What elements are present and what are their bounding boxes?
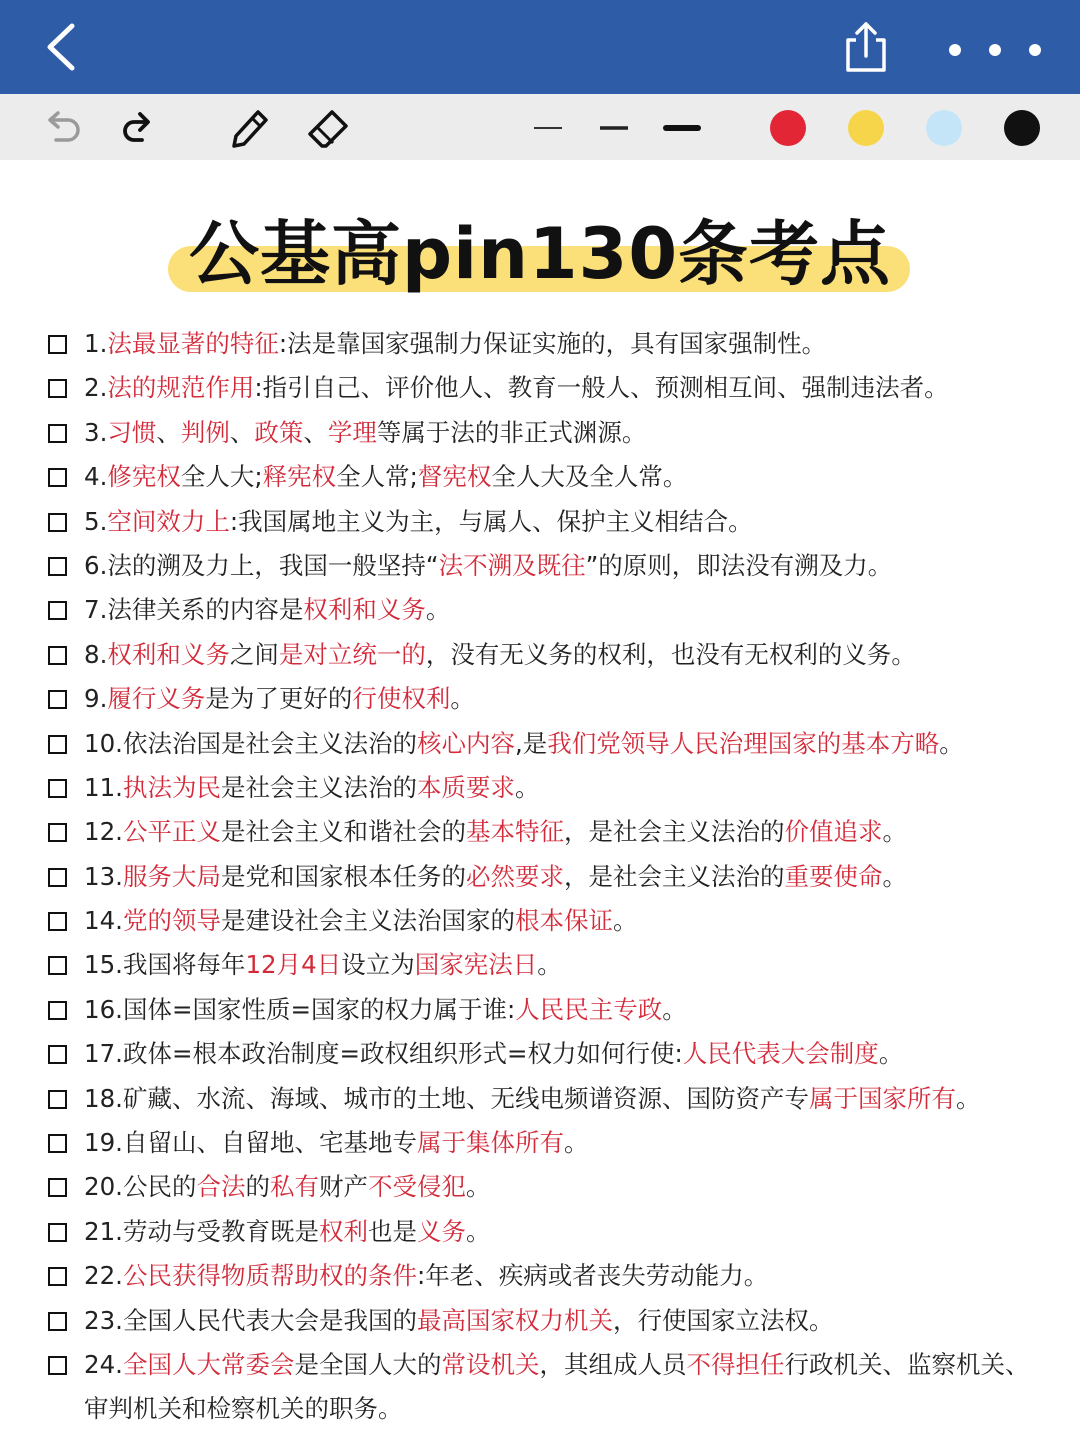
text-segment: 10.依法治国是社会主义法治的 xyxy=(84,728,417,758)
text-segment: ，没有无义务的权利，也没有无权利的义务。 xyxy=(425,639,916,669)
highlight-text: 习惯 xyxy=(107,417,157,447)
item-text xyxy=(84,1077,980,1121)
list-item xyxy=(0,544,1080,588)
title-area xyxy=(0,196,1080,306)
text-segment: 财产 xyxy=(318,1172,368,1202)
checkbox[interactable] xyxy=(48,1134,67,1153)
text-segment: 11. xyxy=(84,772,123,802)
item-text xyxy=(84,366,949,410)
item-text xyxy=(84,411,646,455)
text-segment: ”的原则，即法没有溯及力。 xyxy=(585,550,893,580)
text-segment: 。 xyxy=(882,817,907,847)
text-segment: 18.矿藏、水流、海域、城市的土地、无线电频谱资源、国防资产专 xyxy=(84,1083,809,1113)
list-item xyxy=(0,633,1080,677)
highlight-text: 基本特征 xyxy=(465,817,564,847)
item-text xyxy=(84,633,916,677)
item-text xyxy=(84,544,892,588)
checkbox[interactable] xyxy=(48,335,67,354)
list-item xyxy=(0,722,1080,766)
text-segment: 、 xyxy=(229,417,255,447)
checkbox[interactable] xyxy=(48,468,67,487)
highlight-text: 党的领导 xyxy=(122,906,221,936)
checkbox[interactable] xyxy=(48,779,67,798)
highlight-text: 修宪权 xyxy=(107,462,181,492)
list-item xyxy=(0,1343,1080,1432)
text-segment: 15.我国将每年 xyxy=(84,950,246,980)
highlight-text: 价值追求 xyxy=(784,817,883,847)
text-segment: 9. xyxy=(84,684,108,714)
highlight-text: 人民民主专政 xyxy=(515,994,663,1024)
item-text xyxy=(84,1121,588,1165)
item-text xyxy=(84,677,475,721)
text-segment: 6.法的溯及力上，我国一般坚持“ xyxy=(84,550,439,580)
highlight-text: 判例 xyxy=(180,417,230,447)
checkbox[interactable] xyxy=(48,1001,67,1020)
checkbox[interactable] xyxy=(48,424,67,443)
item-text xyxy=(84,766,539,810)
item-text xyxy=(84,588,450,632)
highlight-text: 法不溯及既往 xyxy=(438,550,586,580)
checkbox[interactable] xyxy=(48,601,67,620)
text-segment: 行政机关、监察机关、审判机关和检察机关的职务。 xyxy=(84,1349,1030,1424)
highlight-text: 合法 xyxy=(196,1172,246,1202)
text-segment: 23.全国人民代表大会是我国的 xyxy=(84,1305,417,1335)
highlight-text: 根本保证 xyxy=(514,906,613,936)
highlight-text: 不受侵犯 xyxy=(367,1172,466,1202)
text-segment: 12. xyxy=(84,817,123,847)
checkbox[interactable] xyxy=(48,868,67,887)
red-color-swatch[interactable] xyxy=(770,110,806,146)
highlight-text: 空间效力上 xyxy=(107,506,230,536)
pencil-icon[interactable] xyxy=(222,102,274,154)
thin-line-icon[interactable] xyxy=(526,108,570,148)
text-segment: 。 xyxy=(514,772,540,802)
highlight-text: 权利和义务 xyxy=(107,639,230,669)
highlight-text: 我们党领导人民治理国家的基本方略 xyxy=(547,728,940,758)
list-item xyxy=(0,988,1080,1032)
text-segment: 是社会主义和谐社会的 xyxy=(220,817,466,847)
text-segment: 2. xyxy=(84,373,108,403)
highlight-text: 全国人大常委会 xyxy=(122,1349,295,1379)
text-segment: 24. xyxy=(84,1349,123,1379)
item-text xyxy=(84,722,964,766)
item-text xyxy=(84,322,826,366)
text-segment: 。 xyxy=(450,684,475,714)
checkbox[interactable] xyxy=(48,1223,67,1242)
chevron-left-icon[interactable] xyxy=(38,18,86,76)
checkbox[interactable] xyxy=(48,513,67,532)
checkbox[interactable] xyxy=(48,690,67,709)
redo-icon[interactable] xyxy=(112,102,164,154)
text-segment: 全人大及全人常。 xyxy=(491,462,688,492)
item-text xyxy=(84,988,687,1032)
checkbox[interactable] xyxy=(48,646,67,665)
list-item xyxy=(0,322,1080,366)
text-segment: 是社会主义法治的 xyxy=(220,772,417,802)
text-segment: 的 xyxy=(245,1172,270,1202)
text-segment: :指引自己、评价他人、教育一般人、预测相互间、强制违法者。 xyxy=(254,373,949,403)
list-item xyxy=(0,810,1080,854)
list-item xyxy=(0,1210,1080,1254)
checkbox[interactable] xyxy=(48,956,67,975)
text-segment: 是建设社会主义法治国家的 xyxy=(220,906,515,936)
medium-line-icon[interactable] xyxy=(592,108,636,148)
checkbox[interactable] xyxy=(48,557,67,576)
list-item xyxy=(0,588,1080,632)
light-blue-color-swatch[interactable] xyxy=(926,110,962,146)
item-text xyxy=(84,455,687,499)
list-item xyxy=(0,677,1080,721)
text-segment: 、 xyxy=(156,417,181,447)
item-text xyxy=(84,855,907,899)
item-text xyxy=(84,1254,768,1298)
highlight-text: 学理 xyxy=(327,417,377,447)
highlight-text: 履行义务 xyxy=(107,684,206,714)
highlight-text: 本质要求 xyxy=(416,772,515,802)
text-segment: 21.劳动与受教育既是 xyxy=(84,1216,319,1246)
highlight-text: 人民代表大会制度 xyxy=(682,1039,879,1069)
text-segment: 1. xyxy=(84,329,108,358)
checkbox[interactable] xyxy=(48,1090,67,1109)
black-color-swatch[interactable] xyxy=(1004,110,1040,146)
list-item xyxy=(0,1032,1080,1076)
text-segment: :法是靠国家强制力保证实施的，具有国家强制性。 xyxy=(278,329,827,358)
checkbox[interactable] xyxy=(48,735,67,754)
list-item xyxy=(0,411,1080,455)
checkbox[interactable] xyxy=(48,1356,67,1375)
highlight-text: 公平正义 xyxy=(122,817,221,847)
annotation-toolbar xyxy=(0,94,1080,160)
highlight-text: 核心内容 xyxy=(416,728,515,758)
text-segment: 。 xyxy=(878,1039,904,1069)
text-segment: 14. xyxy=(84,906,123,936)
text-segment: 。 xyxy=(882,861,907,891)
text-segment: 、 xyxy=(303,417,328,447)
text-segment: 是为了更好的 xyxy=(205,684,353,714)
highlight-text: 法最显著的特征 xyxy=(107,329,279,358)
text-segment: 等属于法的非正式渊源。 xyxy=(376,417,647,447)
text-segment: 是党和国家根本任务的 xyxy=(220,861,466,891)
more-dots-icon[interactable] xyxy=(940,32,1050,68)
text-segment: ，其组成人员 xyxy=(539,1349,687,1379)
text-segment: 之间 xyxy=(229,639,279,669)
text-segment: 。 xyxy=(465,1172,491,1202)
text-segment: 。 xyxy=(537,950,562,980)
highlight-text: 权利 xyxy=(318,1216,368,1246)
text-segment: ，是社会主义法治的 xyxy=(563,861,785,891)
list-item xyxy=(0,1299,1080,1343)
list-item xyxy=(0,1077,1080,1121)
text-segment: 19.自留山、自留地、宅基地专 xyxy=(84,1128,417,1158)
highlight-text: 不得担任 xyxy=(686,1349,785,1379)
highlight-text: 行使权利 xyxy=(352,684,451,714)
highlight-text: 权利和义务 xyxy=(303,595,426,625)
item-text xyxy=(84,1343,1040,1432)
highlight-text: 督宪权 xyxy=(417,462,492,492)
highlight-text: 政策 xyxy=(254,417,304,447)
highlight-text: 必然要求 xyxy=(465,861,564,891)
checklist xyxy=(0,322,1080,1432)
checkbox[interactable] xyxy=(48,1312,67,1331)
checkbox[interactable] xyxy=(48,379,67,398)
undo-icon[interactable] xyxy=(36,102,88,154)
list-item xyxy=(0,455,1080,499)
list-item xyxy=(0,1165,1080,1209)
text-segment: 3. xyxy=(84,417,108,447)
page-title: 公基高pin130条考点 xyxy=(188,213,892,295)
text-segment: 7.法律关系的内容是 xyxy=(84,595,304,625)
yellow-color-swatch[interactable] xyxy=(848,110,884,146)
checkbox[interactable] xyxy=(48,823,67,842)
share-icon[interactable] xyxy=(838,18,894,76)
text-segment: 。 xyxy=(662,994,687,1024)
text-segment: 。 xyxy=(425,595,451,625)
item-text xyxy=(84,1210,490,1254)
list-item xyxy=(0,943,1080,987)
checkbox[interactable] xyxy=(48,912,67,931)
text-segment: 也是 xyxy=(367,1216,417,1246)
item-text xyxy=(84,500,753,544)
highlight-text: 义务 xyxy=(416,1216,466,1246)
highlight-text: 最高国家权力机关 xyxy=(416,1305,613,1335)
highlight-text: 服务大局 xyxy=(122,861,221,891)
text-segment: 4. xyxy=(84,462,108,492)
text-segment: 17.政体=根本政治制度=政权组织形式=权力如何行使: xyxy=(84,1039,683,1069)
item-text xyxy=(84,943,562,987)
highlight-text: 重要使命 xyxy=(784,861,883,891)
highlight-text: 属于集体所有 xyxy=(416,1128,564,1158)
text-segment: 。 xyxy=(465,1216,491,1246)
text-segment: 20.公民的 xyxy=(84,1172,197,1202)
list-item xyxy=(0,1254,1080,1298)
text-segment: 8. xyxy=(84,639,108,669)
checkbox[interactable] xyxy=(48,1178,67,1197)
item-text xyxy=(84,899,637,943)
text-segment: 16.国体=国家性质=国家的权力属于谁: xyxy=(84,994,516,1024)
list-item xyxy=(0,500,1080,544)
list-item xyxy=(0,766,1080,810)
text-segment: 5. xyxy=(84,506,108,536)
checkbox[interactable] xyxy=(48,1267,67,1286)
text-segment: 22. xyxy=(84,1261,123,1291)
text-segment: 。 xyxy=(563,1128,589,1158)
list-item xyxy=(0,1121,1080,1165)
highlight-text: 私有 xyxy=(269,1172,319,1202)
highlight-text: 公民获得物质帮助权的条件 xyxy=(122,1261,417,1291)
item-text xyxy=(84,1299,833,1343)
eraser-icon[interactable] xyxy=(302,102,354,154)
highlight-text: 是对立统一的 xyxy=(278,639,426,669)
highlight-text: 法的规范作用 xyxy=(107,373,255,403)
list-item xyxy=(0,366,1080,410)
item-text xyxy=(84,1165,490,1209)
highlight-text: 12月4日 xyxy=(245,950,342,980)
text-segment: :年老、疾病或者丧失劳动能力。 xyxy=(416,1261,769,1291)
text-segment: 。 xyxy=(955,1083,981,1113)
highlight-text: 常设机关 xyxy=(441,1349,540,1379)
highlight-text: 释宪权 xyxy=(262,462,337,492)
text-segment: :我国属地主义为主，与属人、保护主义相结合。 xyxy=(229,506,753,536)
text-segment: 。 xyxy=(612,906,638,936)
list-item xyxy=(0,855,1080,899)
thick-line-icon[interactable] xyxy=(660,108,704,148)
text-segment: ，是社会主义法治的 xyxy=(563,817,785,847)
highlight-text: 属于国家所有 xyxy=(808,1083,956,1113)
checkbox[interactable] xyxy=(48,1045,67,1064)
text-segment: 是全国人大的 xyxy=(294,1349,442,1379)
text-segment: ，行使国家立法权。 xyxy=(612,1305,834,1335)
item-text xyxy=(84,810,907,854)
item-text xyxy=(84,1032,903,1076)
top-app-bar xyxy=(0,0,1080,94)
text-segment: 。 xyxy=(939,728,964,758)
text-segment: 13. xyxy=(84,861,123,891)
highlight-text: 国家宪法日 xyxy=(414,950,538,980)
highlight-text: 执法为民 xyxy=(122,772,221,802)
text-segment: 全人常; xyxy=(336,462,418,492)
text-segment: 全人大; xyxy=(180,462,263,492)
list-item xyxy=(0,899,1080,943)
text-segment: ,是 xyxy=(514,728,548,758)
text-segment: 设立为 xyxy=(341,950,415,980)
